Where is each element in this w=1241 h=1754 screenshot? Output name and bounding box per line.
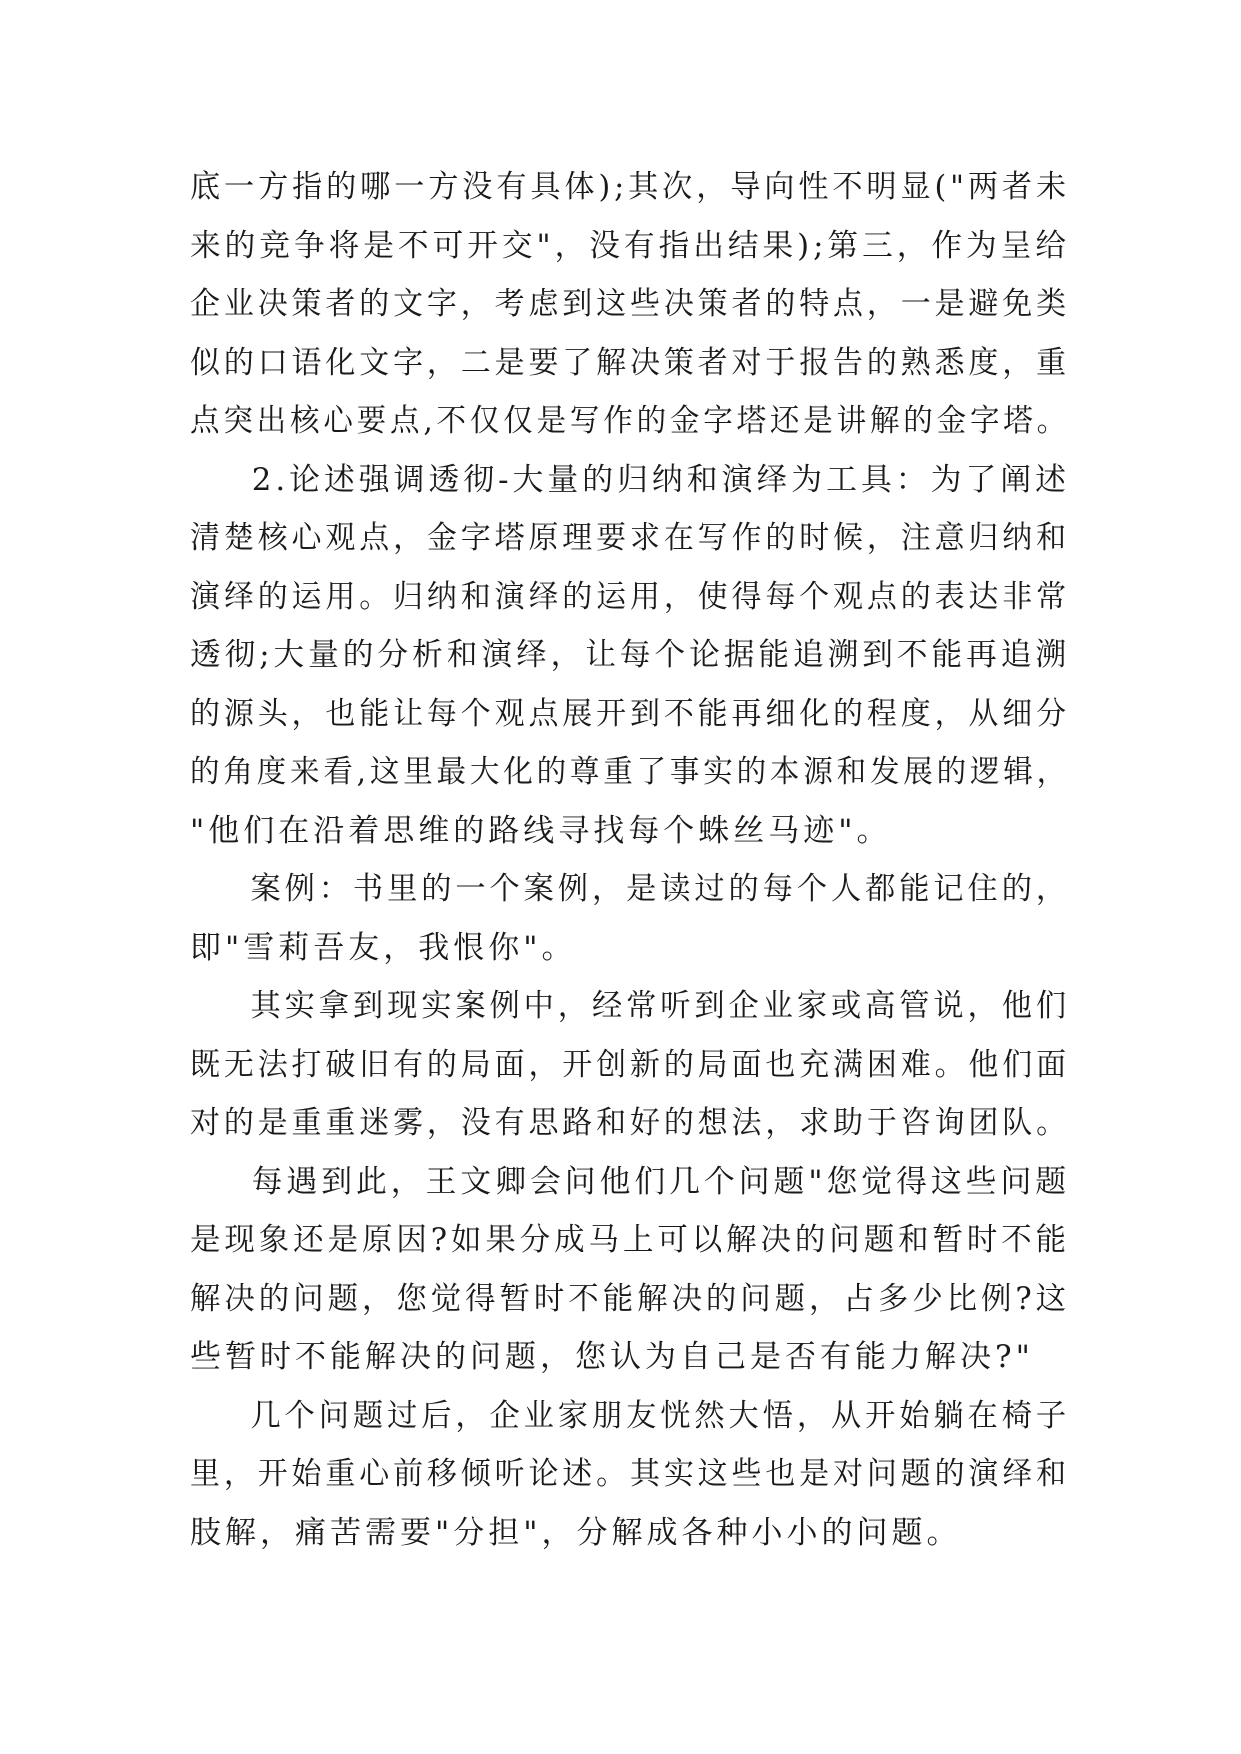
text-line: 似的口语化文字，二是要了解决策者对于报告的熟悉度，重 [190,344,1070,381]
text-line: 点突出核心要点,不仅仅是写作的金字塔还是讲解的金字塔。 [190,403,1070,439]
text-line: 来的竞争将是不可开交"，没有指出结果);第三，作为呈给 [190,227,1070,264]
text-line: 清楚核心观点，金字塔原理要求在写作的时候，注意归纳和 [190,520,1070,556]
text-line: 演绎的运用。归纳和演绎的运用，使得每个观点的表达非常 [190,578,1070,615]
text-line: 即"雪莉吾友，我恨你"。 [190,929,577,966]
text-line: 些暂时不能解决的问题，您认为自己是否有能力解决?" [190,1339,1034,1375]
text-line: 的源头，也能让每个观点展开到不能再细化的程度，从细分 [190,695,1070,732]
text-line: 对的是重重迷雾，没有思路和好的想法，求助于咨询团队。 [190,1105,1070,1141]
text-line: 是现象还是原因?如果分成马上可以解决的问题和暂时不能 [190,1222,1071,1258]
text-line: "他们在沿着思维的路线寻找每个蛛丝马迹"。 [190,812,892,849]
text-line: 肢解，痛苦需要"分担"，分解成各种小小的问题。 [190,1514,962,1551]
text-line: 每遇到此，王文卿会问他们几个问题"您觉得这些问题 [251,1163,1071,1200]
text-line: 透彻;大量的分析和演绎，让每个论据能追溯到不能再追溯 [190,637,1071,673]
text-line: 企业决策者的文字，考虑到这些决策者的特点，一是避免类 [190,286,1070,322]
text-line: 既无法打破旧有的局面，开创新的局面也充满困难。他们面 [190,1046,1070,1083]
text-line: 几个问题过后，企业家朋友恍然大悟，从开始躺在椅子 [250,1397,1070,1434]
text-line: 解决的问题，您觉得暂时不能解决的问题，占多少比例?这 [190,1280,1071,1317]
text-line: 其实拿到现实案例中，经常听到企业家或高管说，他们 [250,988,1070,1024]
text-line: 案例：书里的一个案例，是读过的每个人都能记住的， [250,871,1070,907]
text-line: 2.论述强调透彻-大量的归纳和演绎为工具：为了阐述 [251,461,1070,498]
text-line: 的角度来看,这里最大化的尊重了事实的本源和发展的逻辑， [190,754,1070,790]
text-line: 底一方指的哪一方没有具体);其次，导向性不明显("两者未 [190,169,1071,205]
text-line: 里，开始重心前移倾听论述。其实这些也是对问题的演绎和 [190,1456,1070,1492]
body-text [190,158,1070,1562]
